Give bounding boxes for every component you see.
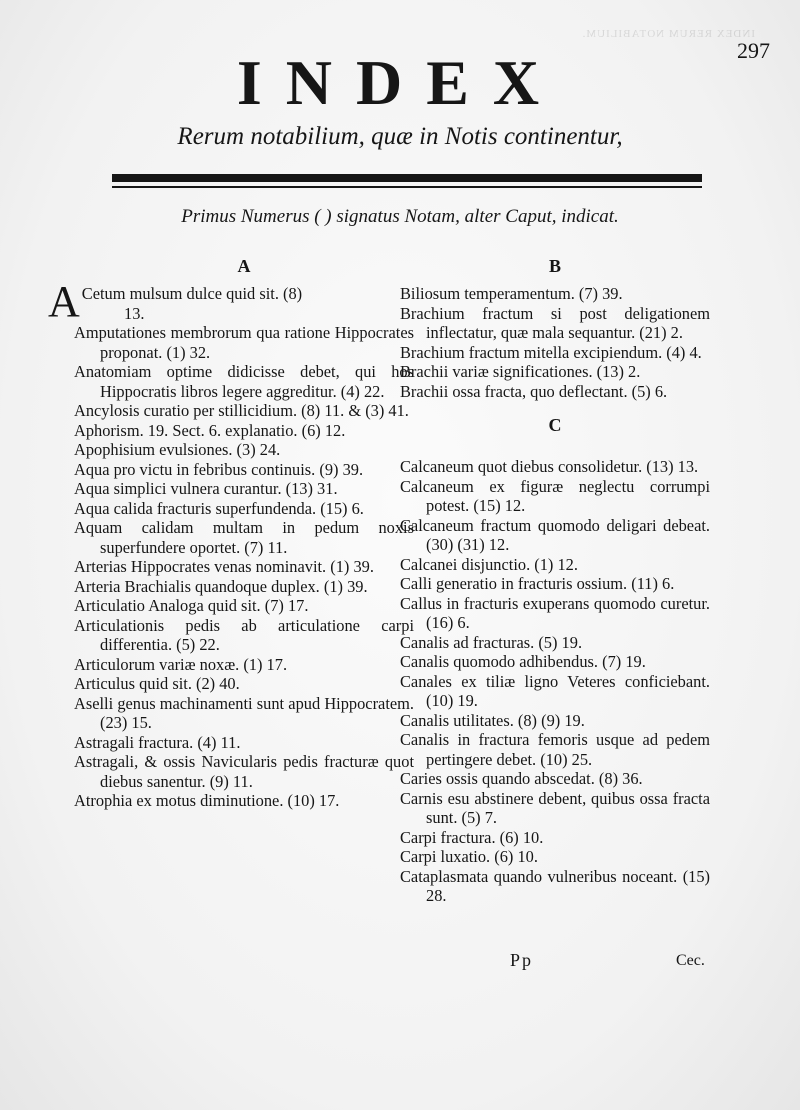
index-entry: Carnis esu abstinere debent, quibus ossa fracta sunt. (5) 7. bbox=[400, 788, 710, 827]
index-entry: Caries ossis quando abscedat. (8) 36. bbox=[400, 769, 643, 788]
index-entry: Anatomiam optime didicisse debet, qui hos Hippocratis libros legere aggreditur. (4) 22. bbox=[74, 362, 414, 401]
index-entry: Astragali, & ossis Navicularis pedis fracturæ quot diebus sanentur. (9) 11. bbox=[74, 752, 414, 791]
index-entry: Canalis ad fracturas. (5) 19. bbox=[400, 632, 583, 652]
title-rule-thick bbox=[112, 174, 702, 182]
index-entry: Atrophia ex motus diminutione. (10) 17. bbox=[74, 791, 340, 810]
entry-line: 13. bbox=[124, 303, 145, 323]
catchword: Cec. bbox=[676, 952, 705, 969]
index-entry: Callus in fracturis exuperans quomodo curetur. (16) 6. bbox=[400, 593, 710, 632]
section-letter-c: C bbox=[548, 415, 562, 435]
index-entry: Brachium fractum si post deligationem inflectatur, quæ mala sequantur. (21) 2. bbox=[400, 303, 710, 342]
index-entry: Calcaneum quot diebus consolidetur. (13) 13. bbox=[400, 457, 699, 476]
section-letter-b: B bbox=[548, 256, 561, 276]
index-entry: Calcaneum ex figuræ neglectu corrumpi potest. (15) 12. bbox=[400, 476, 710, 515]
index-entry: Canalis utilitates. (8) (9) 19. bbox=[400, 710, 585, 730]
index-entry: Canalis in fractura femoris usque ad pedem pertingere debet. (10) 25. bbox=[400, 730, 710, 769]
index-entry: Ancylosis curatio per stillicidium. (8) 11. & (3) 41. bbox=[74, 401, 409, 420]
index-entry: Calli generatio in fracturis ossium. (11) 6. bbox=[400, 574, 675, 593]
entry-line: Cetum mulsum dulce quid sit. (8) bbox=[81, 284, 303, 303]
index-entry: Canales ex tiliæ ligno Veteres conficiebant. (10) 19. bbox=[400, 671, 710, 710]
index-entry: Astragali fractura. (4) 11. bbox=[74, 732, 241, 752]
right-column bbox=[400, 256, 710, 906]
index-entry: Carpi fractura. (6) 10. bbox=[400, 827, 544, 847]
index-entry: Arterias Hippocrates venas nominavit. (1) 39. bbox=[74, 557, 374, 576]
page-title: INDEX bbox=[236, 47, 564, 118]
index-entry: Biliosum temperamentum. (7) 39. bbox=[400, 284, 623, 303]
page-subtitle: Rerum notabilium, quæ in Notis continentur, bbox=[177, 123, 623, 150]
signature-mark: Pp bbox=[510, 950, 534, 970]
title-rule-thin bbox=[112, 186, 702, 188]
section-letter-a: A bbox=[237, 256, 251, 276]
bleed-through-text: INDEX RERUM NOTABILIUM. bbox=[581, 28, 755, 40]
index-entry bbox=[48, 277, 414, 326]
index-entry: Calcanei disjunctio. (1) 12. bbox=[400, 554, 578, 574]
index-entry: Aphorism. 19. Sect. 6. explanatio. (6) 12. bbox=[74, 420, 346, 440]
index-entry: Calcaneum fractum quomodo deligari debeat. (30) (31) 12. bbox=[400, 515, 710, 554]
index-entry: Aselli genus machinamenti sunt apud Hippocratem. (23) 15. bbox=[74, 693, 414, 732]
page-number: 297 bbox=[737, 38, 770, 63]
index-entry: Aquam calidam multam in pedum noxis superfundere oportet. (7) 11. bbox=[74, 518, 414, 557]
index-entry: Apophisium evulsiones. (3) 24. bbox=[74, 440, 281, 459]
index-entry: Canalis quomodo adhibendus. (7) 19. bbox=[400, 652, 646, 671]
section-gap bbox=[400, 401, 710, 415]
drop-cap: A bbox=[48, 277, 80, 326]
index-entry: Brachium fractum mitella excipiendum. (4) 4. bbox=[400, 342, 702, 362]
index-legend: Primus Numerus ( ) signatus Notam, alter Caput, indicat. bbox=[181, 206, 619, 227]
index-entry: Articulorum variæ noxæ. (1) 17. bbox=[74, 654, 288, 674]
index-entry: Carpi luxatio. (6) 10. bbox=[400, 847, 538, 866]
index-entry: Cataplasmata quando vulneribus noceant. (15) 28. bbox=[400, 866, 710, 905]
index-entry: Articulationis pedis ab articulatione carpi differentia. (5) 22. bbox=[74, 615, 414, 654]
index-entry: Aqua pro victu in febribus continuis. (9) 39. bbox=[74, 459, 364, 479]
index-entry: Aqua simplici vulnera curantur. (13) 31. bbox=[74, 479, 338, 498]
index-entry: Brachii variæ significationes. (13) 2. bbox=[400, 362, 641, 381]
index-entry: Amputationes membrorum qua ratione Hippocrates proponat. (1) 32. bbox=[74, 323, 414, 362]
index-entry: Articulus quid sit. (2) 40. bbox=[74, 674, 240, 693]
index-entry: Articulatio Analoga quid sit. (7) 17. bbox=[74, 596, 309, 615]
left-column bbox=[48, 256, 414, 811]
section-gap bbox=[400, 443, 710, 457]
index-entry: Brachii ossa fracta, quo deflectant. (5) 6. bbox=[400, 381, 668, 401]
index-entry: Aqua calida fracturis superfundenda. (15) 6. bbox=[74, 498, 364, 518]
index-entry: Arteria Brachialis quandoque duplex. (1) 39. bbox=[74, 576, 368, 596]
